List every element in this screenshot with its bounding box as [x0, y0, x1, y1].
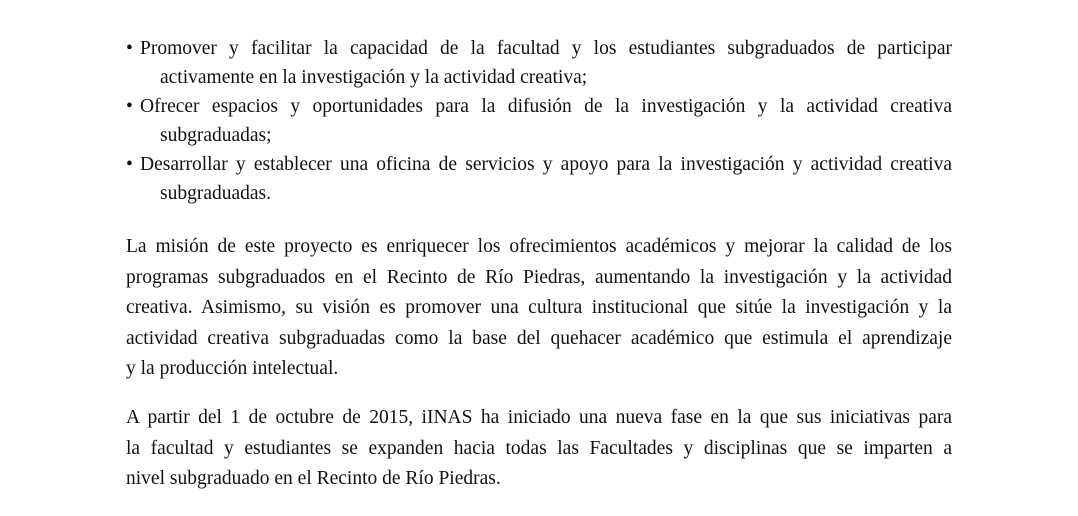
paragraph-line: la facultad y estudiantes se expanden hacia todas las Facultades y disciplinas que se imparten a: [126, 437, 952, 459]
bullet-icon: •: [126, 38, 133, 59]
list-item: [126, 150, 952, 208]
bullet-icon: •: [126, 154, 133, 175]
list-item-text-continued: subgraduadas.: [160, 183, 272, 204]
list-item-text-continued: activamente en la investigación y la actividad creativa;: [160, 67, 588, 88]
list-item-text: Ofrecer espacios y oportunidades para la difusión de la investigación y la actividad creativa: [140, 96, 952, 117]
bullet-icon: •: [126, 96, 133, 117]
mission-paragraph: [126, 232, 952, 385]
new-phase-paragraph: [126, 403, 952, 495]
paragraph-line: actividad creativa subgraduadas como la base del quehacer académico que estimula el aprendizaje: [126, 327, 952, 349]
list-item-text-continued: subgraduadas;: [160, 125, 272, 146]
list-item: [126, 92, 952, 150]
paragraph-line: La misión de este proyecto es enriquecer los ofrecimientos académicos y mejorar la calidad de los: [126, 236, 952, 257]
paragraph-line: y la producción intelectual.: [126, 358, 339, 379]
paragraph-line: creativa. Asimismo, su visión es promover una cultura institucional que sitúe la investigación y la: [126, 297, 952, 318]
objectives-list: [126, 34, 952, 208]
paragraph-line: A partir del 1 de octubre de 2015, iINAS ha iniciado una nueva fase en la que sus iniciativas para: [126, 407, 952, 428]
list-item: [126, 34, 952, 92]
list-item-text: Desarrollar y establecer una oficina de servicios y apoyo para la investigación y actividad creativa: [140, 154, 952, 175]
paragraph-line: programas subgraduados en el Recinto de Río Piedras, aumentando la investigación y la actividad: [126, 266, 952, 288]
paragraph-line: nivel subgraduado en el Recinto de Río Piedras.: [126, 468, 501, 489]
list-item-text: Promover y facilitar la capacidad de la facultad y los estudiantes subgraduados de participar: [140, 38, 952, 59]
